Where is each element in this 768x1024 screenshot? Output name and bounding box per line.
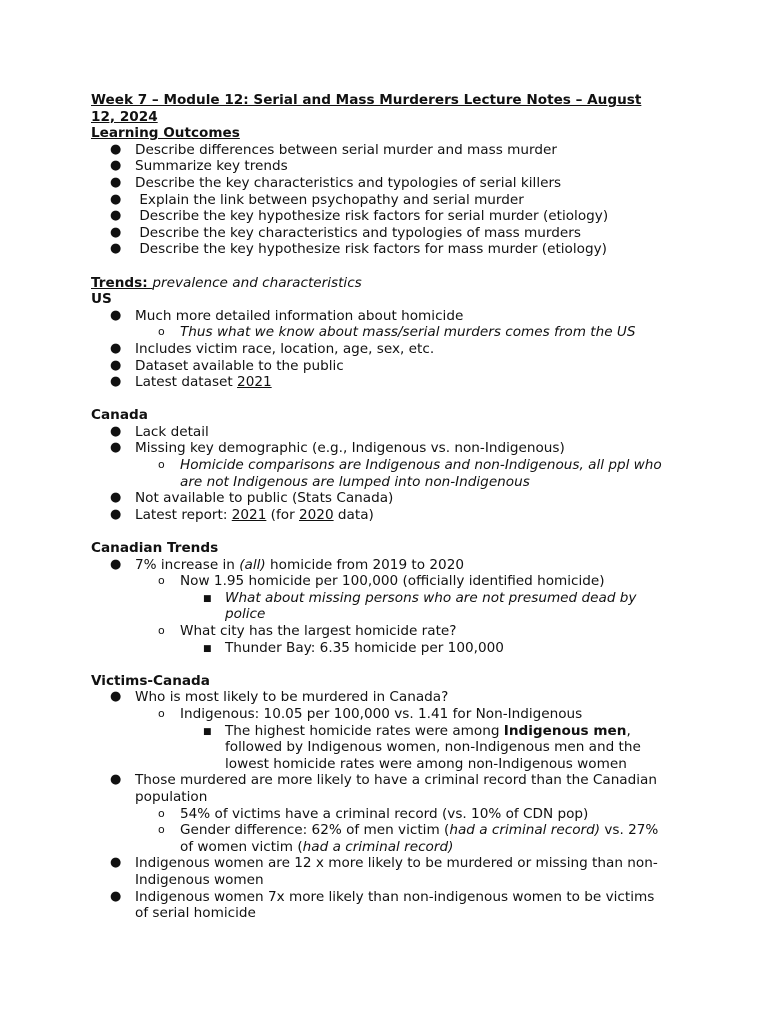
bullet-icon: ● [110, 440, 122, 456]
list-item: ● Latest report: 2021 (for 2020 data) [110, 506, 374, 523]
list-item: ● Explain the link between psychopathy and serial murder [110, 191, 524, 208]
bullet-icon: ● [110, 141, 122, 157]
bullet-icon: ● [110, 208, 122, 224]
bullet-icon: ● [110, 506, 122, 522]
sub-list-item: o 54% of victims have a criminal record (vs. 10% of CDN pop) [158, 805, 589, 822]
sub-list-item-continuation: are not Indigenous are lumped into non-Indigenous [180, 473, 530, 490]
list-item: ● Lack detail [110, 423, 209, 440]
circle-bullet-icon: o [158, 325, 165, 339]
sub-list-item-continuation: of women victim (had a criminal record) [180, 838, 454, 855]
page-title-line1: Week 7 – Module 12: Serial and Mass Murderers Lecture Notes – August [91, 92, 642, 108]
list-item: ● Describe the key characteristics and typologies of serial killers [110, 174, 562, 191]
canada-heading: Canada [91, 407, 148, 424]
list-item: ● Dataset available to the public [110, 357, 344, 374]
bullet-icon: ● [110, 855, 122, 871]
list-item: ● Describe the key hypothesize risk factors for serial murder (etiology) [110, 208, 609, 225]
page-title-line2: 12, 2024 [91, 108, 158, 125]
sub-list-item: o Indigenous: 10.05 per 100,000 vs. 1.41 for Non-Indigenous [158, 705, 583, 722]
bullet-icon: ● [110, 307, 122, 323]
sub-sub-list-item-continuation: police [225, 606, 266, 623]
bullet-icon: ● [110, 357, 122, 373]
learning-outcomes-heading: Learning Outcomes [91, 125, 240, 142]
trends-heading: Trends: prevalence and characteristics [91, 274, 362, 291]
list-item: ● Includes victim race, location, age, sex, etc. [110, 340, 435, 357]
sub-sub-list-item: ■ The highest homicide rates were among Indigenous men, [203, 722, 631, 739]
bullet-icon: ● [110, 556, 122, 572]
sub-sub-list-item: ■ What about missing persons who are not presumed dead by [203, 589, 637, 606]
bullet-icon: ● [110, 340, 122, 356]
list-item: ● Indigenous women are 12 x more likely to be murdered or missing than non- [110, 855, 658, 872]
list-item: ● Indigenous women 7x more likely than non-indigenous women to be victims [110, 888, 655, 905]
list-item: ● Those murdered are more likely to have a criminal record than the Canadian [110, 772, 657, 789]
list-item: ● Describe the key hypothesize risk factors for mass murder (etiology) [110, 241, 607, 258]
square-bullet-icon: ■ [203, 643, 212, 654]
circle-bullet-icon: o [158, 823, 165, 837]
bullet-icon: ● [110, 689, 122, 705]
bullet-icon: ● [110, 241, 122, 257]
list-item-continuation: population [135, 788, 208, 805]
circle-bullet-icon: o [158, 806, 165, 820]
sub-sub-list-item-continuation: lowest homicide rates were among non-Indigenous women [225, 755, 627, 772]
list-item: ● Much more detailed information about homicide [110, 307, 464, 324]
list-item: ● Describe the key characteristics and typologies of mass murders [110, 224, 581, 241]
circle-bullet-icon: o [158, 706, 165, 720]
victims-canada-heading: Victims-Canada [91, 672, 210, 689]
bullet-icon: ● [110, 423, 122, 439]
sub-sub-list-item: ■ Thunder Bay: 6.35 homicide per 100,000 [203, 639, 504, 656]
us-heading: US [91, 291, 112, 308]
bullet-icon: ● [110, 374, 122, 390]
sub-list-item: o What city has the largest homicide rate? [158, 623, 457, 639]
list-item: ● Summarize key trends [110, 158, 288, 175]
bullet-icon: ● [110, 772, 122, 788]
sub-list-item: o Homicide comparisons are Indigenous and non-Indigenous, all ppl who [158, 457, 662, 474]
circle-bullet-icon: o [158, 624, 165, 637]
square-bullet-icon: ■ [203, 593, 212, 604]
list-item: ● Not available to public (Stats Canada) [110, 490, 394, 507]
sub-list-item: o Now 1.95 homicide per 100,000 (officially identified homicide) [158, 573, 605, 590]
canadian-trends-heading: Canadian Trends [91, 540, 219, 557]
bullet-icon: ● [110, 174, 122, 190]
lecture-notes [91, 92, 691, 922]
bullet-icon: ● [110, 158, 122, 174]
list-item-continuation: of serial homicide [135, 905, 256, 922]
square-bullet-icon: ■ [203, 726, 212, 737]
list-item: ● 7% increase in (all) homicide from 2019 to 2020 [110, 556, 464, 573]
list-item: ● Describe differences between serial murder and mass murder [110, 141, 557, 158]
sub-sub-list-item-continuation: followed by Indigenous women, non-Indigenous men and the [225, 739, 641, 756]
bullet-icon: ● [110, 888, 122, 904]
bullet-icon: ● [110, 490, 122, 506]
sub-list-item: o Thus what we know about mass/serial murders comes from the US [158, 324, 636, 341]
bullet-icon: ● [110, 224, 122, 240]
list-item: ● Latest dataset 2021 [110, 374, 272, 391]
circle-bullet-icon: o [158, 458, 165, 472]
sub-list-item: o Gender difference: 62% of men victim (had a criminal record) vs. 27% [158, 822, 659, 839]
circle-bullet-icon: o [158, 574, 165, 588]
bullet-icon: ● [110, 191, 122, 207]
list-item: ● Missing key demographic (e.g., Indigenous vs. non-Indigenous) [110, 440, 565, 457]
list-item-continuation: Indigenous women [135, 871, 264, 888]
list-item: ● Who is most likely to be murdered in Canada? [110, 689, 449, 706]
